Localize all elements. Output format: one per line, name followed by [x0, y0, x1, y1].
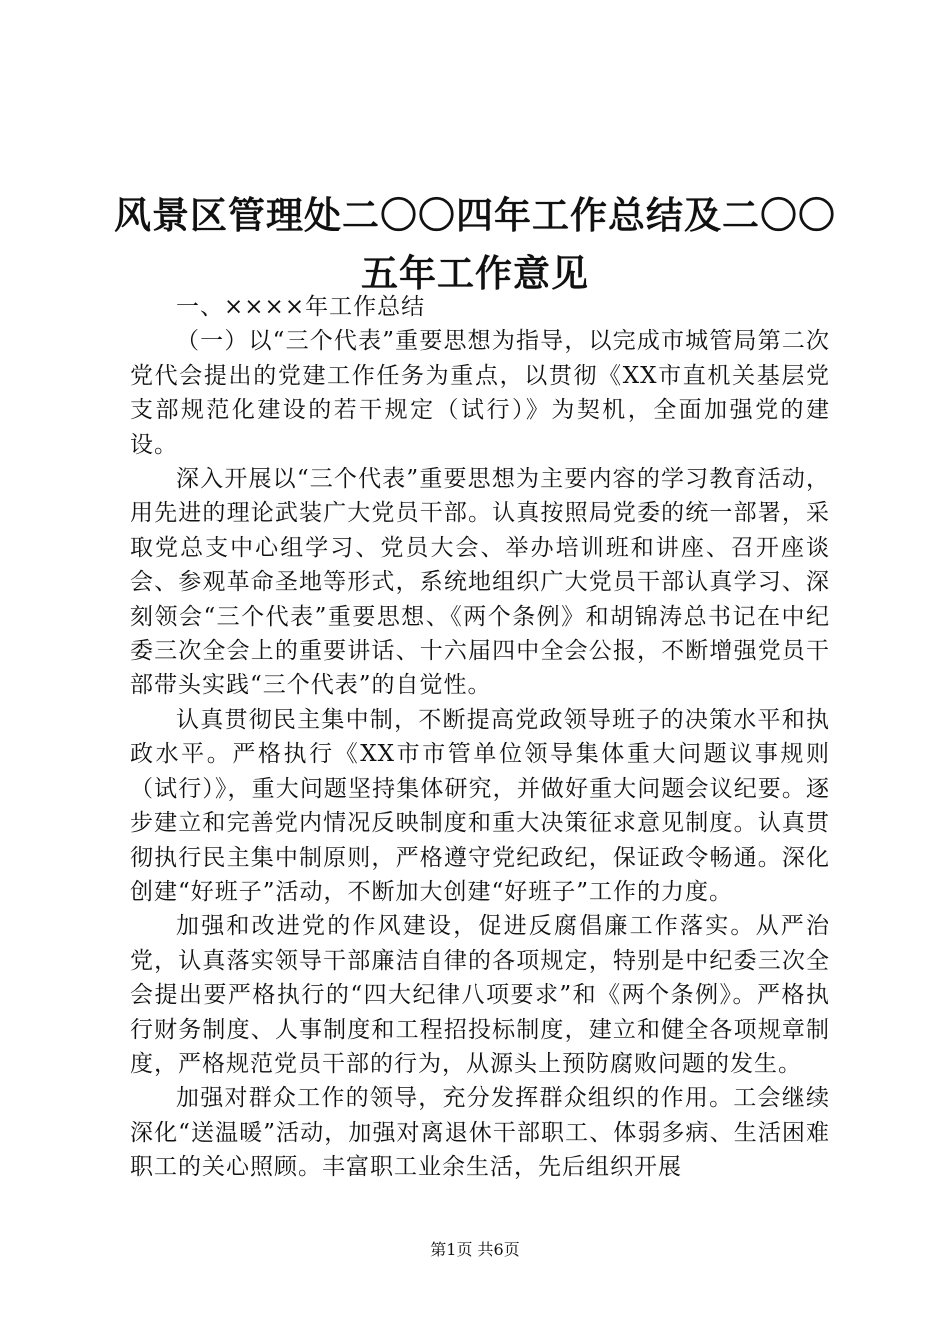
page-footer: 第1页 共6页: [430, 1240, 520, 1259]
paragraph: 加强对群众工作的领导，充分发挥群众组织的作用。工会继续深化“送温暖”活动，加强对离退休干部职工、体弱多病、生活困难职工的关心照顾。丰富职工业余生活，先后组织开展: [130, 1085, 830, 1181]
paragraph: 认真贯彻民主集中制，不断提高党政领导班子的决策水平和执政水平。严格执行《XX市市管单位领导集体重大问题议事规则（试行）》，重大问题坚持集体研究，并做好重大问题会议纪要。逐步建立和完善党内情况反映制度和重大决策征求意见制度。认真贯彻执行民主集中制原则，严格遵守党纪政纪，保证政令畅通。深化创建“好班子”活动，不断加大创建“好班子”工作的力度。: [130, 706, 830, 905]
paragraph: 深入开展以“三个代表”重要思想为主要内容的学习教育活动，用先进的理论武装广大党员干部。认真按照局党委的统一部署，采取党总支中心组学习、党员大会、举办培训班和讲座、召开座谈会、参观革命圣地等形式，系统地组织广大党员干部认真学习、深刻领会“三个代表”重要思想、《两个条例》和胡锦涛总书记在中纪委三次全会上的重要讲话、十六届四中全会公报，不断增强党员干部带头实践“三个代表”的自觉性。: [130, 466, 830, 699]
section-heading: 一、××××年工作总结: [176, 294, 426, 320]
document-title: 风景区管理处二〇〇四年工作总结及二〇〇五年工作意见: [114, 193, 836, 295]
paragraph: （一）以“三个代表”重要思想为指导，以完成市城管局第二次党代会提出的党建工作任务为重点，以贯彻《XX市直机关基层党支部规范化建设的若干规定（试行）》为契机，全面加强党的建设。: [130, 328, 830, 458]
paragraph: 加强和改进党的作风建设，促进反腐倡廉工作落实。从严治党，认真落实领导干部廉洁自律的各项规定，特别是中纪委三次全会提出要严格执行的“四大纪律八项要求”和《两个条例》。严格执行财务制度、人事制度和工程招投标制度，建立和健全各项规章制度，严格规范党员干部的行为，从源头上预防腐败问题的发生。: [130, 913, 830, 1077]
document-body: [130, 290, 830, 1185]
